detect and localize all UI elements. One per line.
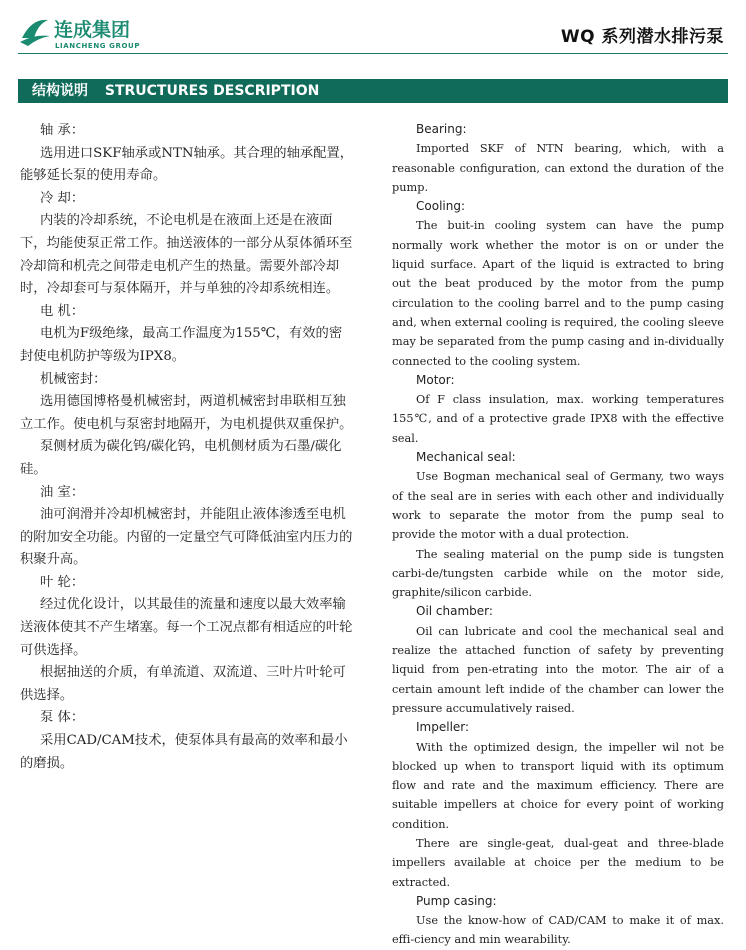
section-title-cn: 结构说明 xyxy=(32,83,88,99)
section-heading: 油 室： xyxy=(40,484,85,500)
section-heading: Impeller: xyxy=(416,720,470,735)
section-heading: 电 机： xyxy=(40,303,85,319)
section-heading: Motor: xyxy=(416,372,455,387)
section-heading: 机械密封： xyxy=(40,371,107,387)
section-paragraph: 油可润滑并冷却机械密封，并能阻止液体渗透至电机的附加安全功能。内留的一定量空气可降低油室内压力的积聚升高。 xyxy=(20,507,353,568)
section-heading: 泵 体： xyxy=(40,710,85,726)
section-band xyxy=(18,79,728,103)
logo-en-text: LIANCHENG GROUP xyxy=(55,42,141,50)
section-paragraph: Of F class insulation, max. working temperatures 155℃, and of a protective grade IPX8 with the effective seal. xyxy=(392,393,724,445)
section-heading: 轴 承： xyxy=(40,123,85,138)
section-paragraph: 采用CAD/CAM技术，使泵体具有最高的效率和最小的磨损。 xyxy=(20,733,348,771)
product-title: WQ 系列潜水排污泵 xyxy=(560,27,724,47)
logo-cn-text: 连成集团 xyxy=(54,19,131,41)
page-header xyxy=(0,0,746,75)
section-paragraph: 选用德国博格曼机械密封，两道机械密封串联相互独立工作。使电机与泵密封地隔开，为电机提供双重保护。 xyxy=(20,394,353,432)
section-heading: Mechanical seal: xyxy=(416,450,516,465)
section-title-en: STRUCTURES DESCRIPTION xyxy=(104,83,320,99)
section-heading: 冷 却： xyxy=(40,190,85,206)
section-heading: Oil chamber: xyxy=(416,604,493,619)
section-heading: Pump casing: xyxy=(416,893,497,908)
section-paragraph: With the optimized design, the impeller wil not be blocked up when to transport liquid with its optimum flow and rate and the maximum efficiency. There are suitable impellers at choice for every point of working condition. xyxy=(392,740,724,831)
section-paragraph: Oil can lubricate and cool the mechanical seal and realize the attached function of safety by preventing liquid from pen-etrating into the motor. The air of a certain amount left indide of the chamber can lower the pressure accumulatively raised. xyxy=(392,624,724,715)
chinese-column xyxy=(20,120,355,775)
section-paragraph: 经过优化设计，以其最佳的流量和速度以最大效率输送液体使其不产生堵塞。每一个工况点都有相适应的叶轮可供选择。 xyxy=(20,597,353,658)
section-heading: Cooling: xyxy=(416,199,465,214)
section-paragraph: The sealing material on the pump side is tungsten carbi-de/tungsten carbide while on the motor side, graphite/silicon carbide. xyxy=(392,547,724,600)
logo-emblem-icon xyxy=(18,12,178,52)
section-paragraph: 根据抽送的介质，有单流道、双流道、三叶片叶轮可供选择。 xyxy=(20,665,346,703)
section-heading: 叶 轮： xyxy=(40,574,85,590)
section-paragraph: 内装的冷却系统，不论电机是在液面上还是在液面下，均能使泵正常工作。抽送液体的一部分从泵体循环至冷却筒和机壳之间带走电机产生的热量。需要外部冷却时，冷却套可与泵体隔开，并与单独的冷却系统相连。 xyxy=(20,213,353,297)
section-paragraph: 选用进口SKF轴承或NTN轴承。其合理的轴承配置，能够延长泵的使用寿命。 xyxy=(20,145,354,184)
section-paragraph: 泵侧材质为碳化钨/碳化钨，电机侧材质为石墨/碳化硅。 xyxy=(20,439,342,477)
section-paragraph: There are single-geat, dual-geat and three-blade impellers available at choice per the medium to be extracted. xyxy=(392,836,724,889)
section-heading: Bearing: xyxy=(416,122,467,136)
section-paragraph: Imported SKF of NTN bearing, which, with a reasonable configuration, can extond the duration of the pump. xyxy=(392,142,724,194)
header-divider xyxy=(18,53,728,54)
section-paragraph: Use Bogman mechanical seal of Germany, two ways of the seal are in series with each other and individually work to separate the motor from the pump seal to provide the motor with a dual protection. xyxy=(392,470,724,542)
section-paragraph: Use the know-how of CAD/CAM to make it of max. effi-ciency and min wearability. xyxy=(392,914,724,947)
english-column xyxy=(392,120,724,950)
company-logo xyxy=(18,12,178,52)
section-paragraph: The buit-in cooling system can have the pump normally work whether the motor is on or under the liquid surface. Apart of the liquid is extracted to bring out the beat produced by the motor from the pump circulation to the cooling barrel and to the pump casing and, when external cooling is required, the cooling sleeve may be separated from the pump casing and in-dividually connected to the cooling system. xyxy=(392,219,724,368)
section-paragraph: 电机为F级绝缘，最高工作温度为155℃，有效的密封使电机防护等级为IPX8。 xyxy=(20,326,343,364)
